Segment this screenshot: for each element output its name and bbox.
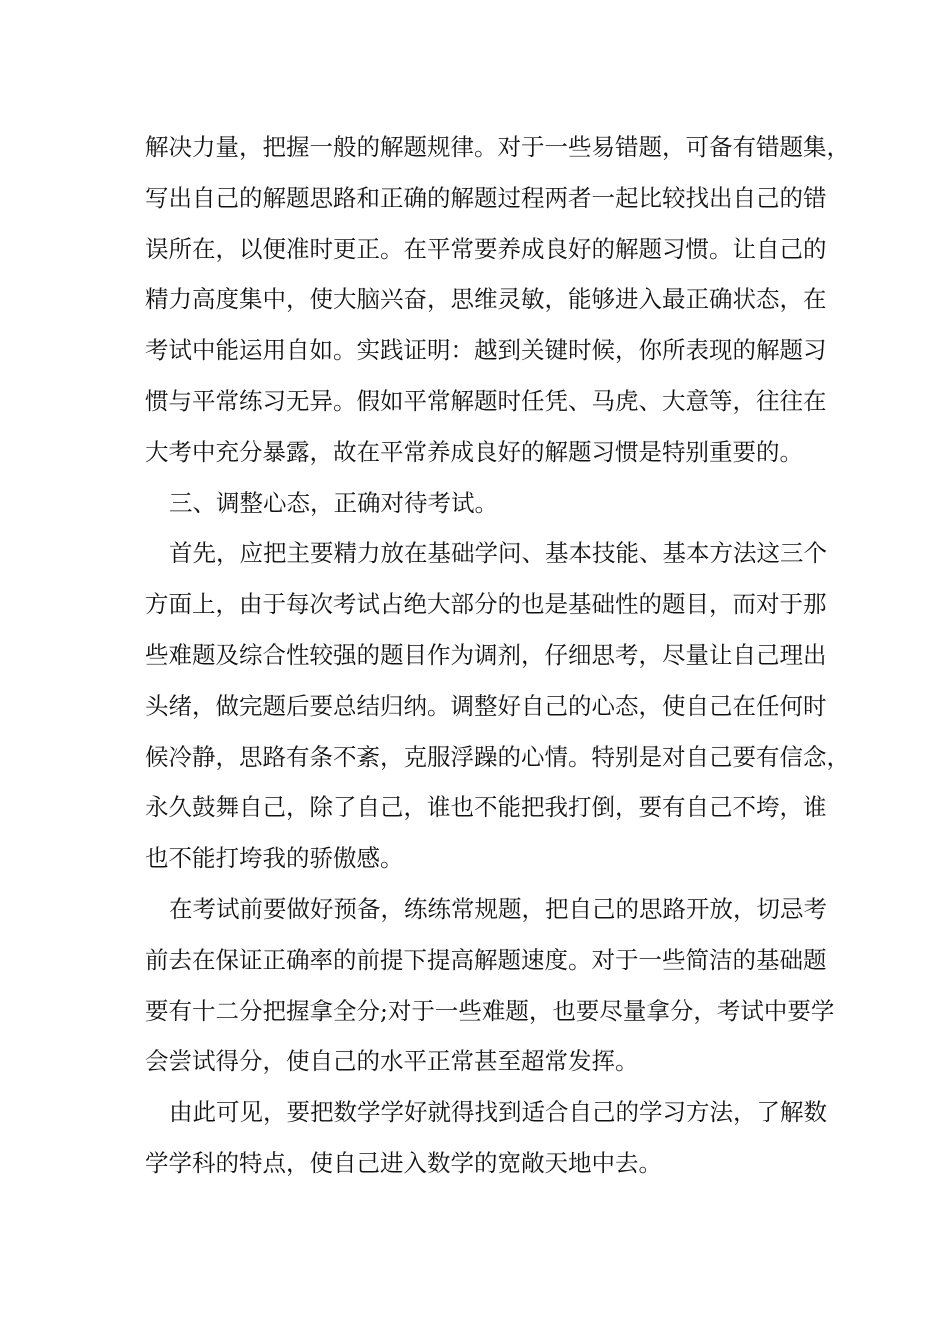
text-line: 解决力量，把握一般的解题规律。对于一些易错题，可备有错题集， [145, 133, 850, 161]
document-body [145, 122, 850, 1189]
text-line: 在考试前要做好预备，练练常规题，把自己的思路开放，切忌考 [169, 894, 827, 923]
text-line: 大考中充分暴露，故在平常养成良好的解题习惯是特别重要的。 [145, 437, 803, 466]
paragraph-4 [145, 884, 835, 1087]
text-line: 也不能打垮我的骄傲感。 [145, 844, 404, 873]
text-line: 些难题及综合性较强的题目作为调剂，仔细思考，尽量让自己理出 [145, 640, 827, 669]
paragraph-3 [145, 528, 850, 884]
text-line: 首先，应把主要精力放在基础学问、基本技能、基本方法这三个 [169, 539, 827, 568]
heading-text: 三、调整心态，正确对待考试。 [169, 488, 498, 517]
text-line: 方面上，由于每次考试占绝大部分的也是基础性的题目，而对于那 [145, 590, 827, 619]
paragraph-1 [145, 122, 850, 478]
text-line: 惯与平常练习无异。假如平常解题时任凭、马虎、大意等，往往在 [145, 386, 827, 415]
text-line: 写出自己的解题思路和正确的解题过程两者一起比较找出自己的错 [145, 183, 827, 212]
text-line: 要有十二分把握拿全分;对于一些难题，也要尽量拿分，考试中要学 [145, 996, 835, 1025]
paragraph-5 [145, 1087, 825, 1189]
text-line: 由此可见，要把数学学好就得找到适合自己的学习方法，了解数 [169, 1098, 827, 1127]
section-heading [145, 478, 825, 529]
text-line: 永久鼓舞自己，除了自己，谁也不能把我打倒，要有自己不垮，谁 [145, 793, 827, 822]
text-line: 考试中能运用自如。实践证明：越到关键时候，你所表现的解题习 [145, 336, 827, 365]
text-line: 学学科的特点，使自己进入数学的宽敞天地中去。 [145, 1148, 662, 1177]
text-line: 精力高度集中，使大脑兴奋，思维灵敏，能够进入最正确状态，在 [145, 285, 827, 314]
text-line: 误所在，以便准时更正。在平常要养成良好的解题习惯。让自己的 [145, 234, 827, 263]
text-line: 会尝试得分，使自己的水平正常甚至超常发挥。 [145, 1047, 639, 1076]
text-line: 前去在保证正确率的前提下提高解题速度。对于一些简洁的基础题 [145, 945, 827, 974]
text-line: 候冷静，思路有条不紊，克服浮躁的心情。特别是对自己要有信念， [145, 742, 850, 771]
text-line: 头绪，做完题后要总结归纳。调整好自己的心态，使自己在任何时 [145, 691, 827, 720]
